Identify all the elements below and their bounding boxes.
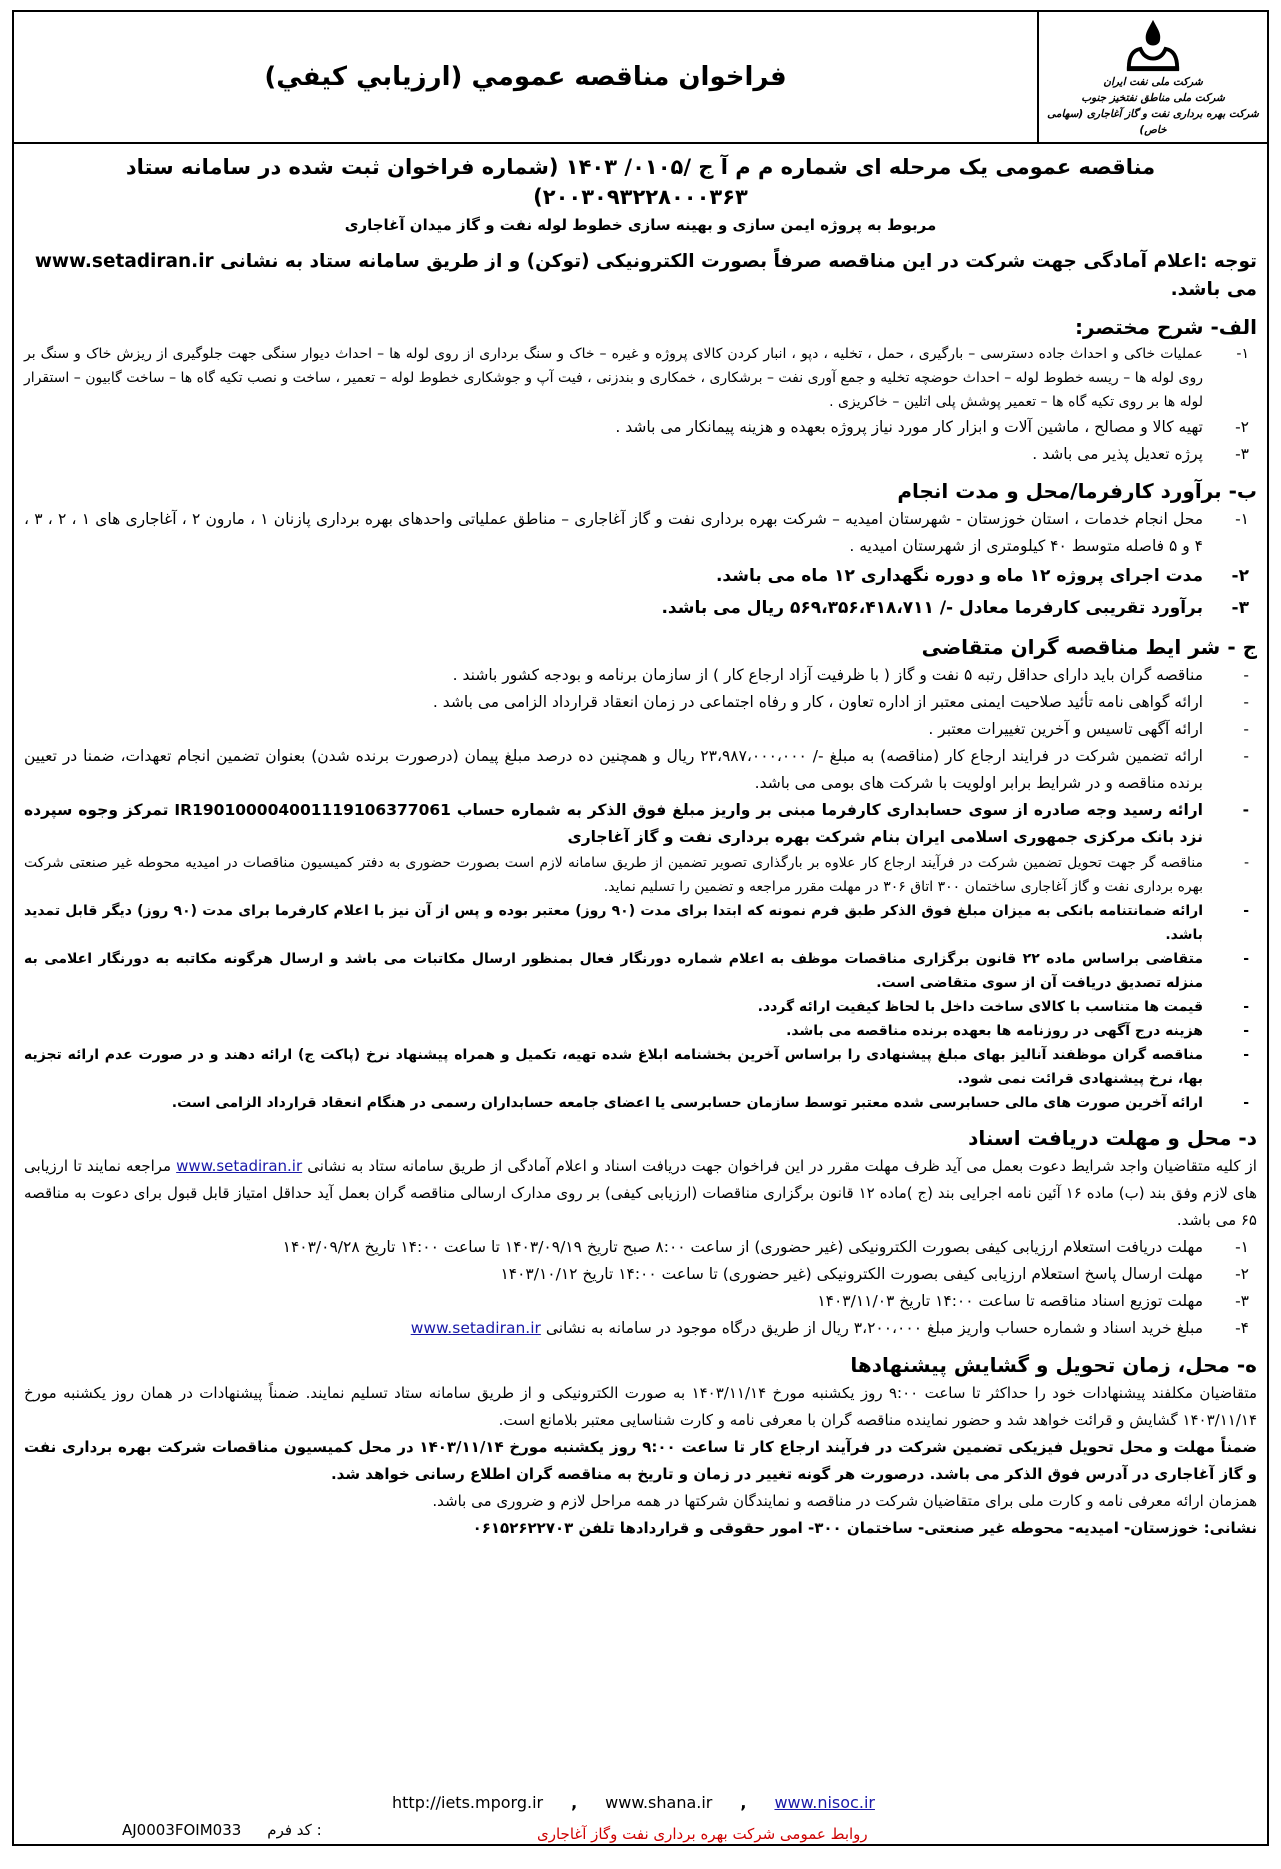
- list-item-label: ارائه گواهی نامه تأئید صلاحیت ایمنی معتبر از اداره تعاون ، کار و رفاه اجتماعی در زمان انعقاد قرارداد الزامی می باشد .: [432, 693, 1203, 711]
- form-code-label: کد فرم :: [267, 1821, 322, 1839]
- list-item-text: [24, 797, 1203, 851]
- section-he-p3: همزمان ارائه معرفی نامه و کارت ملی برای متقاضیان شرکت در مناقصه و نمایندگان شرکتها در همه مراحل لازم و ضروری می باشد.: [432, 1492, 1257, 1510]
- list-item-number: -: [1243, 747, 1249, 765]
- footer-separator: ,: [571, 1793, 578, 1812]
- form-code-value: AJ0003FOIM033: [122, 1821, 242, 1839]
- list-item-text: [24, 1261, 1203, 1288]
- list-item-label: محل انجام خدمات ، استان خوزستان - شهرستان امیدیه – شرکت بهره برداری نفت و گاز آغاجاری – مناطق عملیاتی واحدهای بهره برداری پازنان ۱ ، مارون ۲ ، آغاجاری های ۱ ، ۲ ، ۳ ، ۴ و ۵ فاصله متوسط ۴۰ کیلومتری از شهرستان امیدیه .: [24, 510, 1204, 555]
- list-item: [24, 1261, 1257, 1288]
- list-item-number: -: [1243, 951, 1249, 967]
- list-item: [24, 1288, 1257, 1315]
- list-item-label: هزینه درج آگهی در روزنامه ها بعهده برنده مناقصه می باشد.: [786, 1023, 1203, 1039]
- list-item-text: [24, 342, 1203, 414]
- list-item-number: ۳-: [1235, 1292, 1249, 1310]
- section-dal-list: [24, 1234, 1257, 1342]
- section-dal-heading: د- محل و مهلت دریافت اسناد: [968, 1126, 1257, 1150]
- page-title: فراخوان مناقصه عمومي (ارزيابي كيفي): [264, 62, 787, 92]
- list-item-text: [24, 560, 1203, 592]
- list-item: [24, 441, 1257, 468]
- list-item-label: تهیه کالا و مصالح ، ماشین آلات و ابزار کار مورد نیاز پروژه بعهده و هزینه پیمانکار می باشد .: [615, 418, 1203, 436]
- list-item-number: -: [1243, 999, 1249, 1015]
- list-item-text: [24, 414, 1203, 441]
- list-item-label: مبلغ خرید اسناد و شماره حساب واریز مبلغ ۳،۲۰۰،۰۰۰ ریال از طریق درگاه موجود در سامانه به نشانی: [545, 1319, 1203, 1337]
- list-item: [24, 1315, 1257, 1342]
- list-item-number: ۱-: [1235, 510, 1249, 528]
- list-item-label: ارائه آگهی تاسیس و آخرین تغییرات معتبر .: [928, 720, 1203, 738]
- list-item: [24, 1043, 1257, 1091]
- form-code: [122, 1821, 322, 1839]
- list-item-label: ارائه ضمانتنامه بانکی به میزان مبلغ فوق الذکر طبق فرم نمونه که ابتدا برای مدت (۹۰ روز) معتبر بوده و پس از آن نیز با اعلام کارفرما برای مدت (۹۰ روز) دیگر قابل تمدید باشد.: [24, 903, 1204, 943]
- list-item: [24, 995, 1257, 1019]
- document-body: [14, 144, 1267, 1844]
- list-item-number: -: [1242, 801, 1249, 819]
- list-item-number: -: [1243, 903, 1249, 919]
- section-be-heading: ب- برآورد کارفرما/محل و مدت انجام: [897, 479, 1257, 503]
- list-item-label: قیمت ها متناسب با کالای ساخت داخل با لحاظ کیفیت ارائه گردد.: [757, 999, 1203, 1015]
- list-item: [24, 743, 1257, 797]
- public-relations-signature: روابط عمومی شرکت بهره برداری نفت وگاز آغاجاری: [537, 1825, 868, 1843]
- list-item-text: [24, 716, 1203, 743]
- list-item: [24, 560, 1257, 592]
- address-line: نشانی: خوزستان- امیدیه- محوطه غیر صنعتی- ساختمان ۳۰۰- امور حقوقی و قراردادها تلفن ۰۶۱۵۲۶۲۲۷۰۳: [472, 1519, 1257, 1537]
- list-item-number: ۱-: [1236, 346, 1249, 362]
- list-item-text: [24, 851, 1203, 899]
- section-he-p2: ضمناً مهلت و محل تحویل فیزیکی تضمین شرکت در فرآیند ارجاع کار تا ساعت ۹:۰۰ روز یکشنبه مورخ ۱۴۰۳/۱۱/۱۴ در محل کمیسیون مناقصات شرکت بهره برداری نفت و گاز آغاجاری در آدرس فوق الذکر می باشد. درصورت هر گونه تغییر در زمان و تاریخ به مناقصه گران اطلاع رسانی خواهد شد.: [24, 1438, 1257, 1483]
- footer: [12, 1785, 1269, 1865]
- list-item-text: [24, 1234, 1203, 1261]
- list-item-label: مهلت توزیع اسناد مناقصه تا ساعت ۱۴:۰۰ تاریخ ۱۴۰۳/۱۱/۰۳: [817, 1292, 1203, 1310]
- list-item-label: ارائه تضمین شرکت در فرایند ارجاع کار (مناقصه) به مبلغ -/ ۲۳،۹۸۷،۰۰۰،۰۰۰ ریال و همچنین ده درصد مبلغ پیمان (درصورت برنده شدن) بعنوان تضمین انجام تعهدات، ضمنا در تعیین برنده مناقصه و در شرایط برابر اولویت با شرکت های بومی می باشد.: [24, 747, 1203, 792]
- list-item-text: [24, 947, 1203, 995]
- list-item-label: متقاضی براساس ماده ۲۲ قانون برگزاری مناقصات موظف به اعلام شماره دورنگار فعال بمنظور ارسال مکاتبات می باشد و ارسال هرگونه مکاتبه به دورنگار اعلامی به منزله تصدیق دریافت آن از سوی متقاضی است.: [24, 951, 1203, 991]
- section-dal-intro: [24, 1153, 1257, 1234]
- list-item-number: ۱-: [1235, 1238, 1249, 1256]
- footer-link-iets[interactable]: http://iets.mporg.ir: [392, 1793, 544, 1812]
- list-item-number: ۴-: [1235, 1319, 1249, 1337]
- list-item-text: [24, 743, 1203, 797]
- section-he-p1: متقاضیان مکلفند پیشنهادات خود را حداکثر تا ساعت ۹:۰۰ روز یکشنبه مورخ ۱۴۰۳/۱۱/۱۴ به صورت الکترونیکی و از طریق سامانه ستاد تسلیم نمایند. ضمناً پیشنهادات در همان روز یکشنبه مورخ ۱۴۰۳/۱۱/۱۴ گشایش و قرائت خواهد شد و حضور نماینده مناقصه گران با معرفی نامه و کارت شناسایی معتبر بلامانع است.: [24, 1384, 1257, 1429]
- nioc-logo-icon: [1118, 16, 1188, 74]
- setadiran-link[interactable]: www.setadiran.ir: [176, 1157, 303, 1175]
- footer-links: [392, 1793, 875, 1812]
- list-item-label: مناقصه گران باید دارای حداقل رتبه ۵ نفت و گاز ( با ظرفیت آزاد ارجاع کار ) از سازمان برنامه و بودجه کشور باشند .: [452, 666, 1203, 684]
- section-alef-heading: الف- شرح مختصر:: [1074, 315, 1257, 339]
- list-item-number: ۲-: [1231, 566, 1249, 586]
- list-item-number: -: [1243, 666, 1249, 684]
- list-item-text: [24, 662, 1203, 689]
- logo-line-2: شرکت ملی مناطق نفتخیز جنوب: [1081, 92, 1225, 104]
- list-item-label: برآورد تقریبی کارفرما معادل -/ ۵۶۹،۳۵۶،۴۱۸،۷۱۱ ریال می باشد.: [661, 598, 1203, 618]
- logo-line-1: شرکت ملی نفت ایران: [1103, 76, 1203, 88]
- list-item-text: [24, 995, 1203, 1019]
- list-item-number: ۲-: [1235, 418, 1249, 436]
- list-item-number: ۳-: [1235, 445, 1249, 463]
- list-item-text: [24, 1288, 1203, 1315]
- list-item-label: مهلت دریافت استعلام ارزیابی کیفی بصورت الکترونیکی (غیر حضوری) از ساعت ۸:۰۰ صبح تاریخ ۱۴۰۳/۰۹/۱۹ تا ساعت ۱۴:۰۰ تاریخ ۱۴۰۳/۰۹/۲۸: [282, 1238, 1203, 1256]
- list-item: [24, 947, 1257, 995]
- list-item: [24, 506, 1257, 560]
- document-frame: [12, 10, 1269, 1846]
- logo-block: [1037, 12, 1267, 142]
- list-item-label: عملیات خاکی و احداث جاده دسترسی – بارگیری ، حمل ، تخلیه ، دپو ، انبار کردن کالای پروژه و غیره – خاک و سنگ برداری از روی لوله ها – احداث دیوار سنگی جهت جلوگیری از ریزش خاک و سنگ بر روی لوله ها – ریسه خطوط لوله – احداث حوضچه تخلیه و جمع آوری نفت – برشکاری ، خمکاری و بندزنی ، فیت آپ و جوشکاری خطوط لوله – تعمیر ، ساخت و نصب تکیه گاه ها – ساخت گابیون – استقرار لوله ها بر روی تکیه گاه ها – تعمیر پوشش پلی اتلین – خاکریزی .: [24, 346, 1203, 410]
- list-item-number: ۲-: [1235, 1265, 1249, 1283]
- list-item-text: [24, 441, 1203, 468]
- list-item: [24, 592, 1257, 624]
- list-item: [24, 414, 1257, 441]
- list-item: [24, 899, 1257, 947]
- list-item-text: [24, 592, 1203, 624]
- list-item: [24, 1091, 1257, 1115]
- tender-number-title: مناقصه عمومی یک مرحله ای شماره م م آ ج /۰۱۰۵/ ۱۴۰۳ (شماره فراخوان ثبت شده در سامانه ستاد ۲۰۰۳۰۹۳۲۲۸۰۰۰۳۶۳): [125, 155, 1156, 209]
- list-item: [24, 851, 1257, 899]
- list-item-number: -: [1243, 1023, 1249, 1039]
- list-item-text: [24, 1019, 1203, 1043]
- list-item: [24, 716, 1257, 743]
- list-item: [24, 1019, 1257, 1043]
- list-item-label: مناقصه گران موظفند آنالیز بهای مبلغ پیشنهادی را براساس آخرین بخشنامه ابلاغ شده تهیه، تکمیل و همراه پیشنهاد نرخ (پاکت ج) ارائه دهند و در صورت عدم ارائه تجزیه بها، نرخ پیشنهادی قرائت نمی شود.: [24, 1047, 1203, 1087]
- footer-separator: ,: [740, 1793, 747, 1812]
- setadiran-link[interactable]: www.setadiran.ir: [410, 1319, 541, 1337]
- section-be-list: [24, 506, 1257, 624]
- project-subtitle: مربوط به پروژه ایمن سازی و بهینه سازی خطوط لوله نفت و گاز میدان آغاجاری: [344, 216, 937, 234]
- list-item-number: -: [1243, 693, 1249, 711]
- section-alef-list: [24, 342, 1257, 468]
- list-item-number: -: [1243, 1047, 1249, 1063]
- list-item-text: [24, 506, 1203, 560]
- list-item: [24, 689, 1257, 716]
- dal-intro-text-2: مراجعه نمایند تا ارزیابی های لازم وفق بند (ب) ماده ۱۶ آئین نامه اجرایی بند (ج )ماده ۱۲ قانون برگزاری مناقصات (ارزیابی کیفی) بر روی مدارک ارسالی مناقصه گران بعمل آید حداقل امتیاز قابل قبول برای دعوت به مناقصه ۶۵ می باشد.: [24, 1157, 1257, 1229]
- notice-text: توجه :اعلام آمادگی جهت شرکت در این مناقصه صرفاً بصورت الکترونیکی (توکن) و از طریق سامانه ستاد به نشانی www.setadiran.ir می باشد.: [34, 251, 1257, 300]
- list-item-label: مناقصه گر جهت تحویل تضمین شرکت در فرآیند ارجاع کار علاوه بر بارگذاری تصویر تضمین از طریق سامانه لازم است بصورت حضوری به دفتر کمیسیون مناقصات در امیدیه محوطه غیر صنعتی شرکت بهره برداری نفت و گاز آغاجاری ساختمان ۳۰۰ اتاق ۳۰۶ در مهلت مقرر مراجعه و تضمین را تسلیم نماید.: [24, 855, 1203, 895]
- list-item-number: ۳-: [1231, 598, 1249, 618]
- list-item-text: [24, 1043, 1203, 1091]
- dal-intro-text: از کلیه متقاضیان واجد شرایط دعوت بعمل می آید ظرف مهلت مقرر در این فراخوان جهت دریافت اسناد و اعلام آمادگی از طریق سامانه ستاد به نشانی: [307, 1157, 1257, 1175]
- list-item-label: مدت اجرای پروژه ۱۲ ماه و دوره نگهداری ۱۲ ماه می باشد.: [715, 566, 1203, 586]
- list-item: [24, 797, 1257, 851]
- footer-link-nisoc[interactable]: www.nisoc.ir: [774, 1793, 875, 1812]
- list-item: [24, 662, 1257, 689]
- footer-link-shana[interactable]: www.shana.ir: [605, 1793, 713, 1812]
- list-item-number: -: [1243, 720, 1249, 738]
- section-he-heading: ه- محل، زمان تحویل و گشایش پیشنهادها: [850, 1353, 1257, 1377]
- list-item-label: پرژه تعدیل پذیر می باشد .: [1032, 445, 1203, 463]
- section-jim-heading: ج - شر ایط مناقصه گران متقاضی: [921, 635, 1257, 659]
- list-item-label: مهلت ارسال پاسخ استعلام ارزیابی کیفی بصورت الکترونیکی (غیر حضوری) تا ساعت ۱۴:۰۰ تاریخ ۱۴۰۳/۱۰/۱۲: [500, 1265, 1203, 1283]
- list-item-text: [24, 1091, 1203, 1115]
- list-item-text: [24, 1315, 1203, 1342]
- list-item-text: [24, 689, 1203, 716]
- list-item-label: ارائه آخرین صورت های مالی حسابرسی شده معتبر توسط سازمان حسابرسی یا اعضای جامعه حسابداران رسمی در هنگام انعقاد قرارداد الزامی است.: [171, 1095, 1203, 1111]
- section-jim-list: [24, 662, 1257, 1115]
- logo-line-3: شرکت بهره برداری نفت و گاز آغاجاری (سهامی خاص): [1047, 108, 1259, 136]
- list-item-number: -: [1243, 855, 1249, 871]
- header: [14, 12, 1267, 144]
- list-item-number: -: [1243, 1095, 1249, 1111]
- list-item-text: [24, 899, 1203, 947]
- list-item: [24, 1234, 1257, 1261]
- list-item-label: ارائه رسید وجه صادره از سوی حسابداری کارفرما مبنی بر واریز مبلغ فوق الذکر به شماره حساب IR190100004001119106377061 تمرکز وجوه سپرده نزد بانک مرکزی جمهوری اسلامی ایران بنام شرکت بهره برداری نفت و گاز آغاجاری: [24, 801, 1203, 846]
- list-item: [24, 342, 1257, 414]
